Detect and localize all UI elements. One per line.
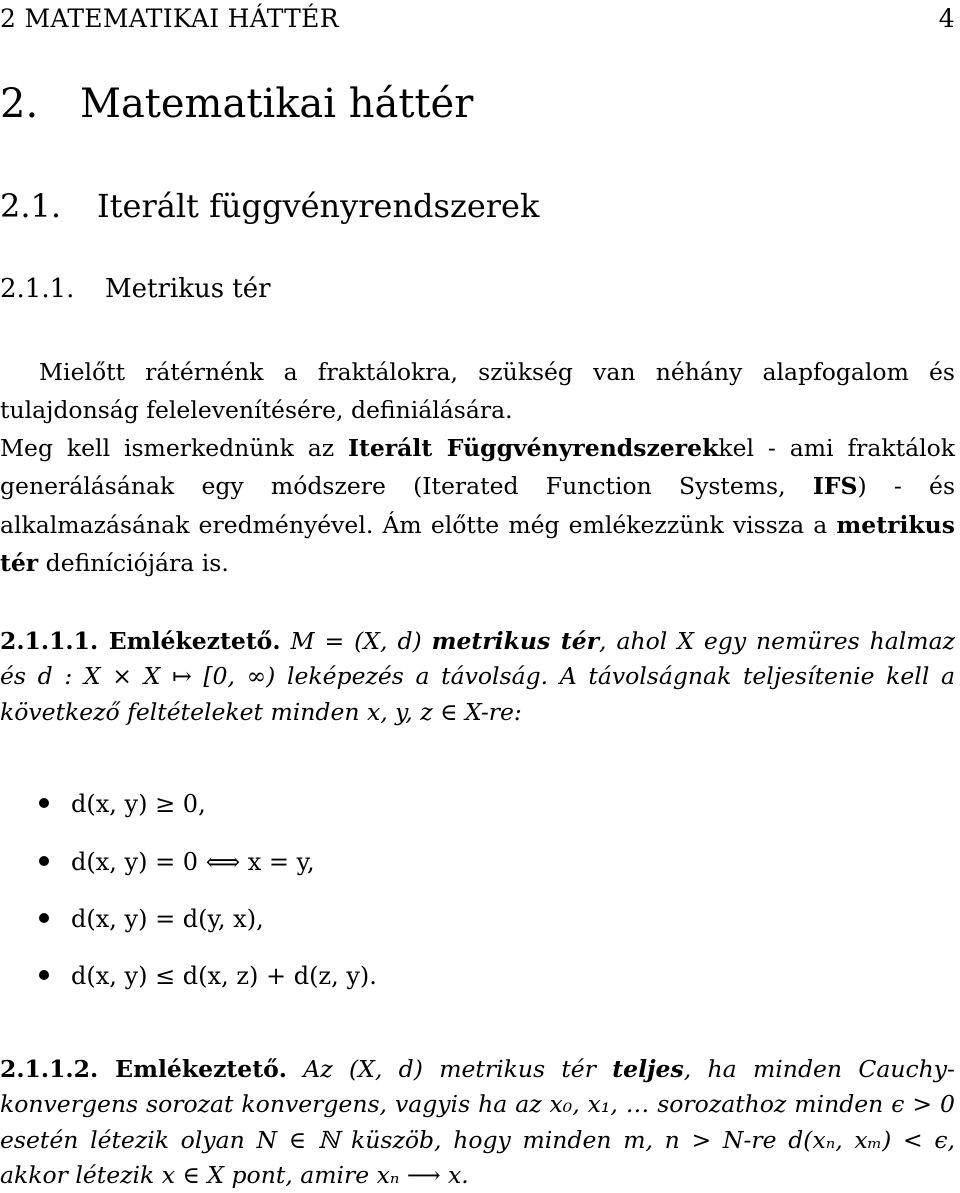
bullet-icon [39,970,49,980]
subsection-title: Metrikus tér [105,274,271,304]
reminder-2-label: 2.1.1.2. Emlékeztető. [0,1055,287,1083]
chapter-title: Matematikai háttér [80,81,474,127]
ifs-paragraph-text-1: Meg kell ismerkednünk az [0,434,348,462]
list-item [0,952,900,1010]
chapter-heading [0,80,473,128]
reminder-2-text-1: Az (X, d) metrikus tér [286,1055,613,1083]
reminder-complete-space [0,1052,955,1193]
subsection-heading [0,272,271,306]
metric-space-term: metrikus tér [0,510,955,577]
axiom-identity: d(x, y) = 0 ⟺ x = y, [71,848,315,876]
list-item [0,895,900,952]
reminder-1-label: 2.1.1.1. Emlékeztető. [0,627,281,655]
intro-paragraph: Mielőtt rátérnénk a fraktálokra, szükség van néhány alapfogalom és tulajdonság felelevenítésére, definiálására. [0,358,955,425]
bullet-icon [39,856,49,866]
reminder-metric-space [0,624,955,730]
axiom-triangle-inequality: d(x, y) ≤ d(x, z) + d(z, y). [71,962,377,990]
page-number: 4 [938,4,955,33]
section-heading [0,186,539,226]
list-item [0,838,900,895]
section-title: Iterált függvényrendszerek [97,187,540,225]
reminder-1-term: metrikus tér [431,627,600,655]
metric-axioms-list [0,780,900,1010]
subsection-number: 2.1.1. [0,274,75,304]
running-head-title: 2 MATEMATIKAI HÁTTÉR [0,4,339,33]
list-item [0,780,900,838]
bullet-icon [39,798,49,808]
ifs-paragraph-text-2: kel - ami fraktálok generálásának egy módszere (Iterated Function Systems, [0,434,955,501]
reminder-1-text-1: M = (X, d) [280,627,432,655]
reminder-2-term: teljes [612,1055,684,1083]
ifs-paragraph-text-4: definíciójára is. [38,548,229,577]
ifs-paragraph [0,429,955,582]
reminder-2-text-2: , ha minden Cauchy-konvergens sorozat konvergens, vagyis ha az x₀, x₁, … sorozathoz minden ϵ > 0 esetén létezik olyan N ∈ ℕ küszöb, hogy minden m, n > N-re d(xₙ, xₘ) < ϵ, akkor létezik x ∈ X pont, amire xₙ ⟶ x. [0,1055,956,1189]
ifs-term: Iterált Függvényrendszerek [348,434,719,462]
ifs-abbrev: IFS [812,472,858,501]
axiom-symmetry: d(x, y) = d(y, x), [71,905,264,933]
chapter-number: 2. [0,81,39,127]
ifs-paragraph-text-3: ) - és alkalmazásának eredményével. Ám előtte még emlékezzünk vissza a [0,472,956,539]
reminder-1-text-2: , ahol X egy nemüres halmaz és d : X × X ↦ [0, ∞) leképezés a távolság. A távolságnak teljesítenie kell a következő feltételeket minden x, y, z ∈ X-re: [0,627,955,726]
section-number: 2.1. [0,187,62,225]
bullet-icon [39,913,49,923]
axiom-nonnegativity: d(x, y) ≥ 0, [71,790,206,818]
